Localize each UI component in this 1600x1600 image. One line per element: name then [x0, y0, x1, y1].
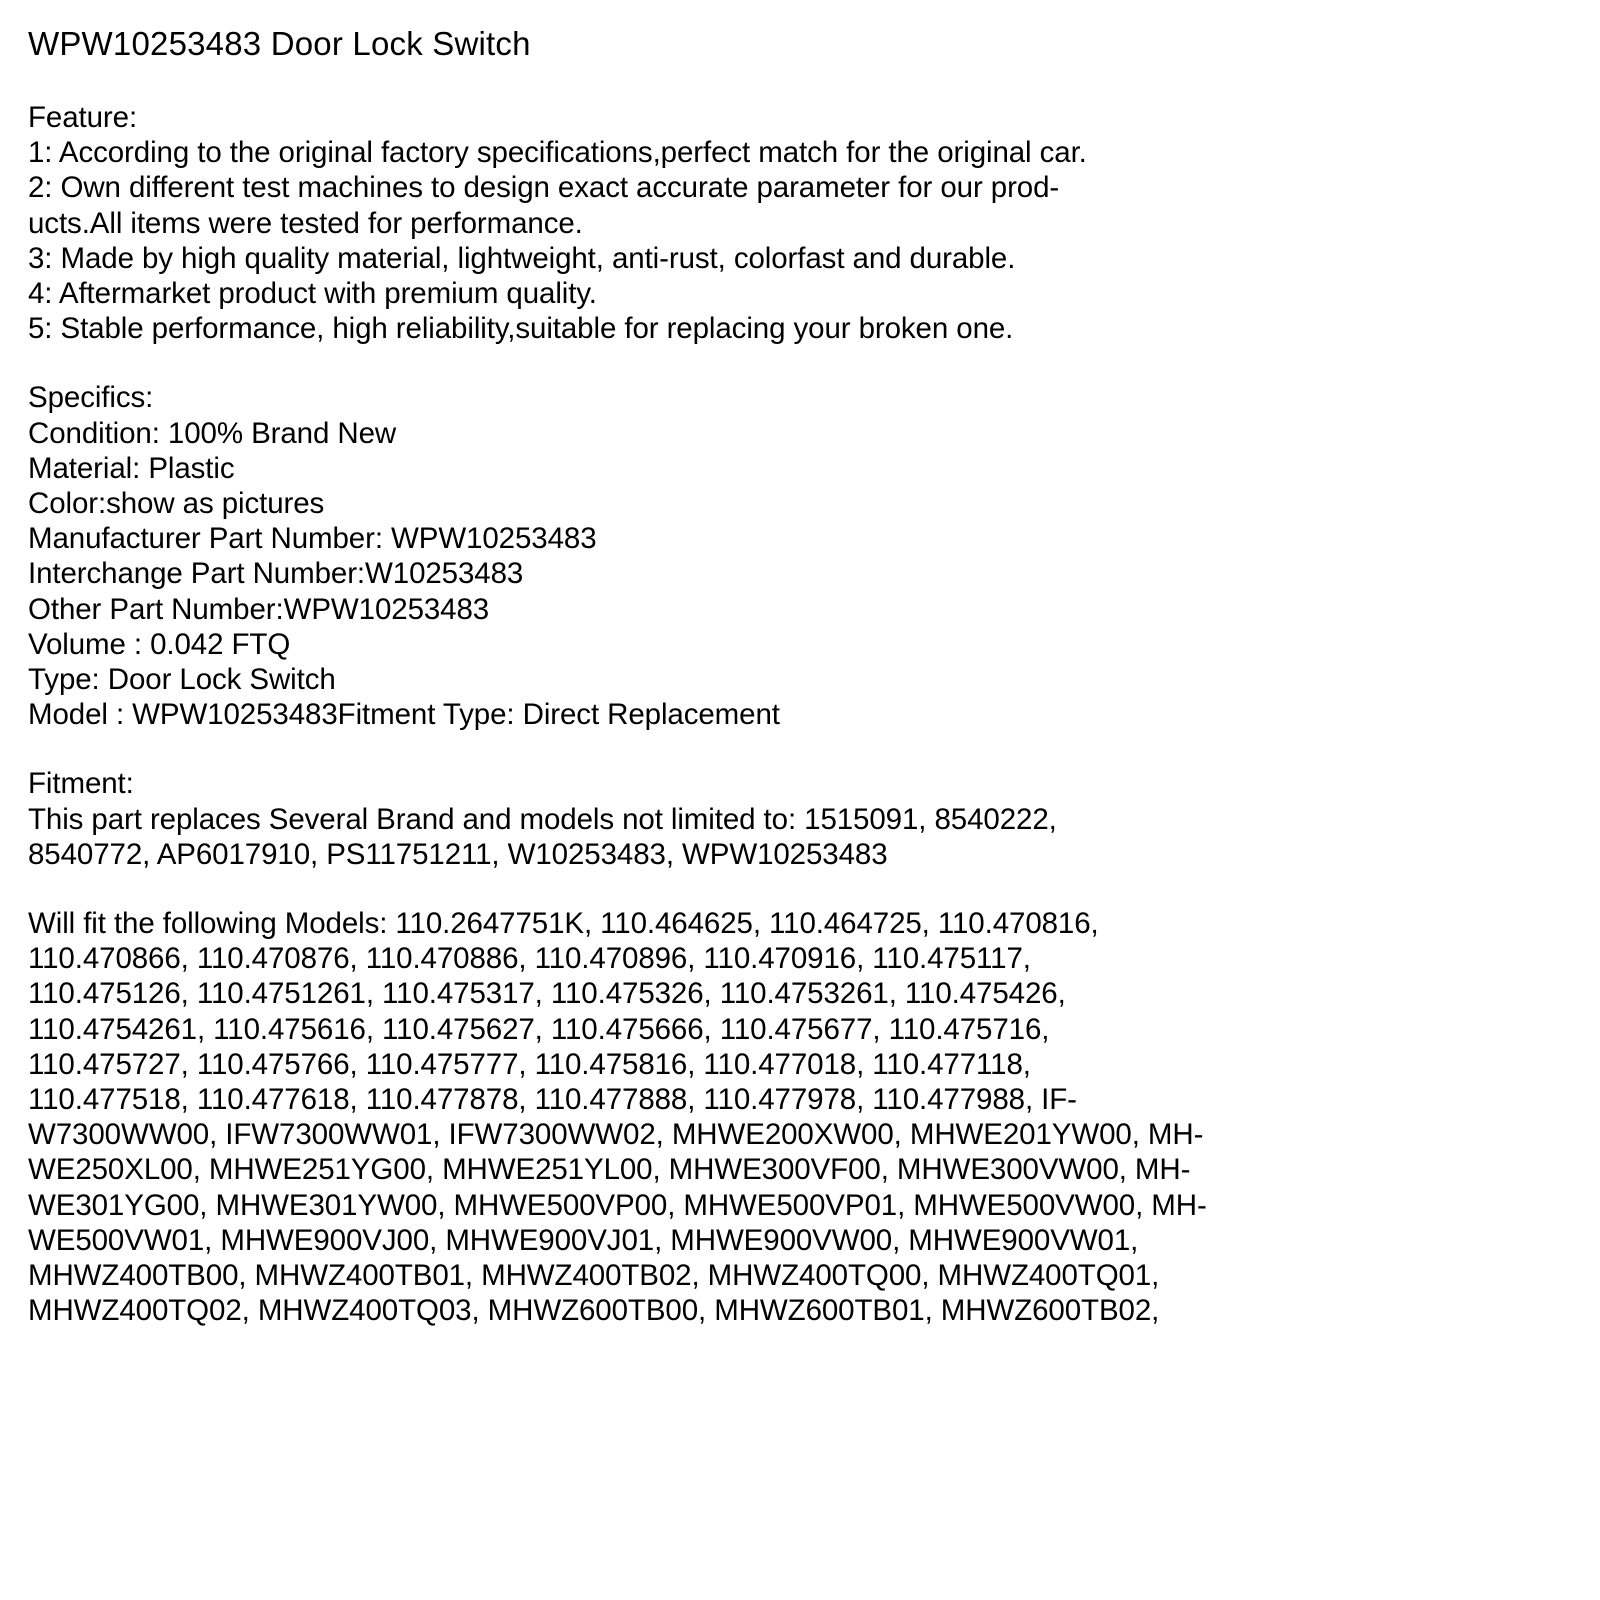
section-spacer	[28, 872, 1528, 906]
feature-line: 1: According to the original factory specifications,perfect match for the original car.	[28, 136, 1087, 170]
models-line: MHWZ400TQ02, MHWZ400TQ03, MHWZ600TB00, MHWZ600TB01, MHWZ600TB02,	[28, 1294, 1160, 1328]
compatible-models-section	[28, 906, 1528, 1328]
feature-section	[28, 100, 1528, 346]
specifics-line-other-part-number: Other Part Number:WPW10253483	[28, 592, 490, 626]
section-spacer	[28, 346, 1528, 380]
feature-line: 2: Own different test machines to design exact accurate parameter for our prod-	[28, 171, 1060, 205]
feature-heading: Feature:	[28, 101, 138, 134]
models-line: MHWZ400TB00, MHWZ400TB01, MHWZ400TB02, MHWZ400TQ00, MHWZ400TQ01,	[28, 1259, 1160, 1293]
specifics-section	[28, 380, 1528, 732]
feature-line: 5: Stable performance, high reliability,suitable for replacing your broken one.	[28, 312, 1014, 346]
fitment-line: 8540772, AP6017910, PS11751211, W10253483, WPW10253483	[28, 837, 888, 871]
specifics-line-condition: Condition: 100% Brand New	[28, 416, 397, 450]
models-line: 110.470866, 110.470876, 110.470886, 110.470896, 110.470916, 110.475117,	[28, 942, 1031, 976]
fitment-heading: Fitment:	[28, 767, 134, 801]
fitment-line: This part replaces Several Brand and models not limited to: 1515091, 8540222,	[28, 802, 1057, 836]
models-line: 110.4754261, 110.475616, 110.475627, 110.475666, 110.475677, 110.475716,	[28, 1012, 1050, 1046]
models-line: 110.475727, 110.475766, 110.475777, 110.475816, 110.477018, 110.477118,	[28, 1047, 1031, 1081]
specifics-line-type: Type: Door Lock Switch	[28, 663, 336, 697]
specifics-line-volume: Volume : 0.042 FTQ	[28, 627, 291, 661]
feature-line: 4: Aftermarket product with premium quality.	[28, 277, 597, 311]
section-spacer	[28, 732, 1528, 766]
models-line: WE500VW01, MHWE900VJ00, MHWE900VJ01, MHWE900VW00, MHWE900VW01,	[28, 1223, 1139, 1257]
specifics-line-color: Color:show as pictures	[28, 487, 325, 521]
models-line: WE250XL00, MHWE251YG00, MHWE251YL00, MHWE300VF00, MHWE300VW00, MH-	[28, 1153, 1191, 1187]
specifics-line-manufacturer-part-number: Manufacturer Part Number: WPW10253483	[28, 522, 597, 556]
models-line: 110.475126, 110.4751261, 110.475317, 110.475326, 110.4753261, 110.475426,	[28, 977, 1066, 1011]
fitment-section	[28, 766, 1528, 872]
specifics-line-material: Material: Plastic	[28, 451, 235, 485]
models-line: W7300WW00, IFW7300WW01, IFW7300WW02, MHWE200XW00, MHWE201YW00, MH-	[28, 1118, 1204, 1152]
models-line: Will fit the following Models: 110.2647751K, 110.464625, 110.464725, 110.470816,	[28, 907, 1099, 941]
specifics-line-model: Model : WPW10253483Fitment Type: Direct Replacement	[28, 698, 780, 732]
page-title: WPW10253483 Door Lock Switch	[28, 25, 531, 62]
description-body	[28, 22, 1528, 1329]
specifics-line-interchange-part-number: Interchange Part Number:W10253483	[28, 557, 524, 591]
feature-line: 3: Made by high quality material, lightweight, anti-rust, colorfast and durable.	[28, 241, 1016, 275]
models-line: WE301YG00, MHWE301YW00, MHWE500VP00, MHWE500VP01, MHWE500VW00, MH-	[28, 1188, 1207, 1222]
feature-line: ucts.All items were tested for performance.	[28, 206, 583, 240]
specifics-heading: Specifics:	[28, 381, 154, 415]
models-line: 110.477518, 110.477618, 110.477878, 110.477888, 110.477978, 110.477988, IF-	[28, 1083, 1077, 1117]
